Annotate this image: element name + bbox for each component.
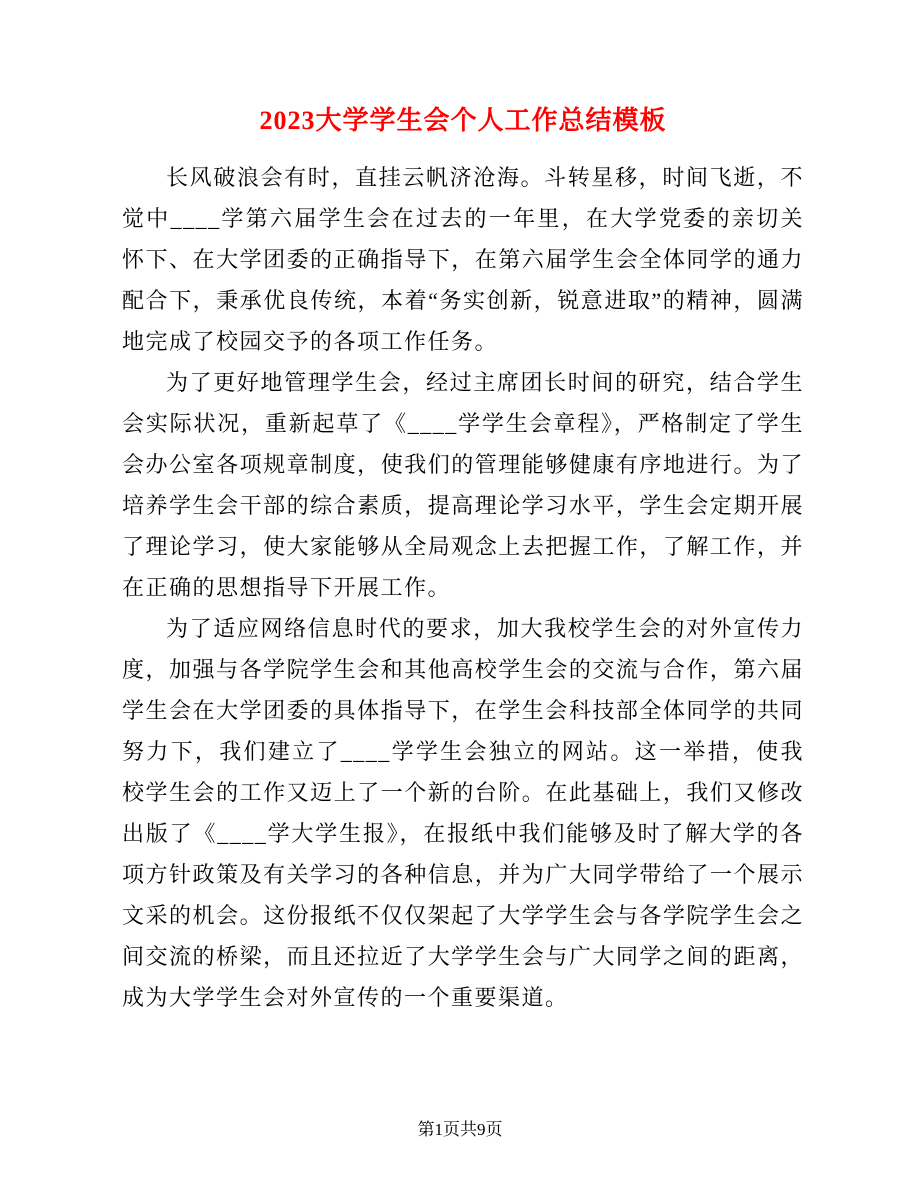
page-footer <box>0 1119 920 1141</box>
paragraph-2: 为了更好地管理学生会，经过主席团长时间的研究，结合学生会实际状况，重新起草了《____学学生会章程》，严格制定了学生会办公室各项规章制度，使我们的管理能够健康有序地进行。为了培养学生会干部的综合素质，提高理论学习水平，学生会定期开展了理论学习，使大家能够从全局观念上去把握工作，了解工作，并在正确的思想指导下开展工作。 <box>122 370 804 600</box>
paragraph-3: 为了适应网络信息时代的要求，加大我校学生会的对外宣传力度，加强与各学院学生会和其他高校学生会的交流与合作，第六届学生会在大学团委的具体指导下，在学生会科技部全体同学的共同努力下，我们建立了____学学生会独立的网站。这一举措，使我校学生会的工作又迈上了一个新的台阶。在此基础上，我们又修改出版了《____学大学生报》，在报纸中我们能够及时了解大学的各项方针政策及有关学习的各种信息，并为广大同学带给了一个展示文采的机会。这份报纸不仅仅架起了大学学生会与各学院学生会之间交流的桥梁，而且还拉近了大学学生会与广大同学之间的距离，成为大学学生会对外宣传的一个重要渠道。 <box>122 616 804 1010</box>
document-title: 2023大学学生会个人工作总结模板 <box>259 106 667 135</box>
page-number: 第1页共9页 <box>417 1120 503 1139</box>
paragraph-1: 长风破浪会有时，直挂云帆济沧海。斗转星移，时间飞逝，不觉中____学第六届学生会在过去的一年里，在大学党委的亲切关怀下、在大学团委的正确指导下，在第六届学生会全体同学的通力配合下，秉承优良传统，本着“务实创新，锐意进取”的精神，圆满地完成了校园交予的各项工作任务。 <box>122 165 804 354</box>
